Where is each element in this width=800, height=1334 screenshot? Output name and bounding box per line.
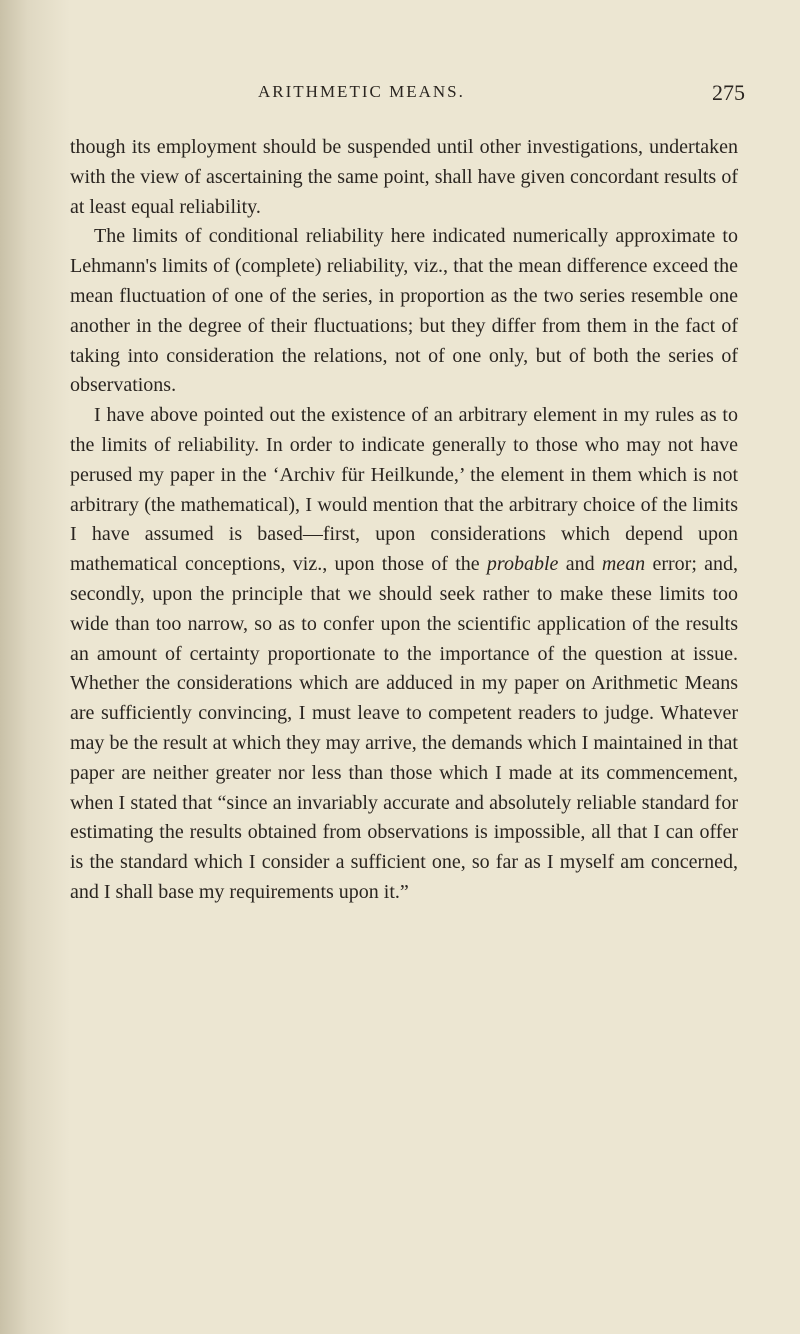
paragraph-3 [70,401,738,908]
body-text [70,133,738,908]
page-binding-shadow [0,0,70,1334]
page-number: 275 [712,80,745,105]
paragraph-3-part-1: I have above pointed out the existence of an arbitrary element in my rules as to the limits of reliability. In order to indicate generally to those who may not have perused my paper in the ‘Archiv für Heilkunde,’ the element in them which is not arbitrary (the mathematical), I would mention that the arbitrary choice of the limits I have assumed is based—first, upon considerations which depend upon mathematical conceptions, viz., upon those of the [70,404,738,576]
page-header [0,80,800,110]
paragraph-1: though its employment should be suspended until other investigations, undertaken with the view of ascertaining the same point, shall have given concordant results of at least equal reliability. [70,136,738,218]
paragraph-2: The limits of conditional reliability here indicated numerically approximate to Lehmann's limits of (complete) reliability, viz., that the mean difference exceed the mean fluctuation of one of the series, in proportion as the two series resemble one another in the degree of their fluctuations; but they differ from them in the fact of taking into consideration the relations, not of one only, but of both the series of observations. [70,225,738,397]
paragraph-3-and: and [565,553,595,576]
italic-mean: mean [601,553,646,576]
paragraph-3-part-2: error; and, secondly, upon the principle that we should seek rather to make these limits too wide than too narrow, so as to confer upon the scientific application of the results an amount of certainty proportionate to the importance of the question at issue. Whether the considerations which are adduced in my paper on Arithmetic Means are sufficiently convincing, I must leave to competent readers to judge. Whatever may be the result at which they may arrive, the demands which I maintained in that paper are neither greater nor less than those which I made at its commencement, when I stated that “since an invariably accurate and absolutely reliable standard for estimating the results obtained from observations is impossible, all that I can offer is the standard which I consider a sufficient one, so far as I myself am concerned, and I shall base my requirements upon it.” [70,553,739,903]
italic-probable: probable [486,553,559,576]
running-head: ARITHMETIC MEANS. [258,82,465,101]
